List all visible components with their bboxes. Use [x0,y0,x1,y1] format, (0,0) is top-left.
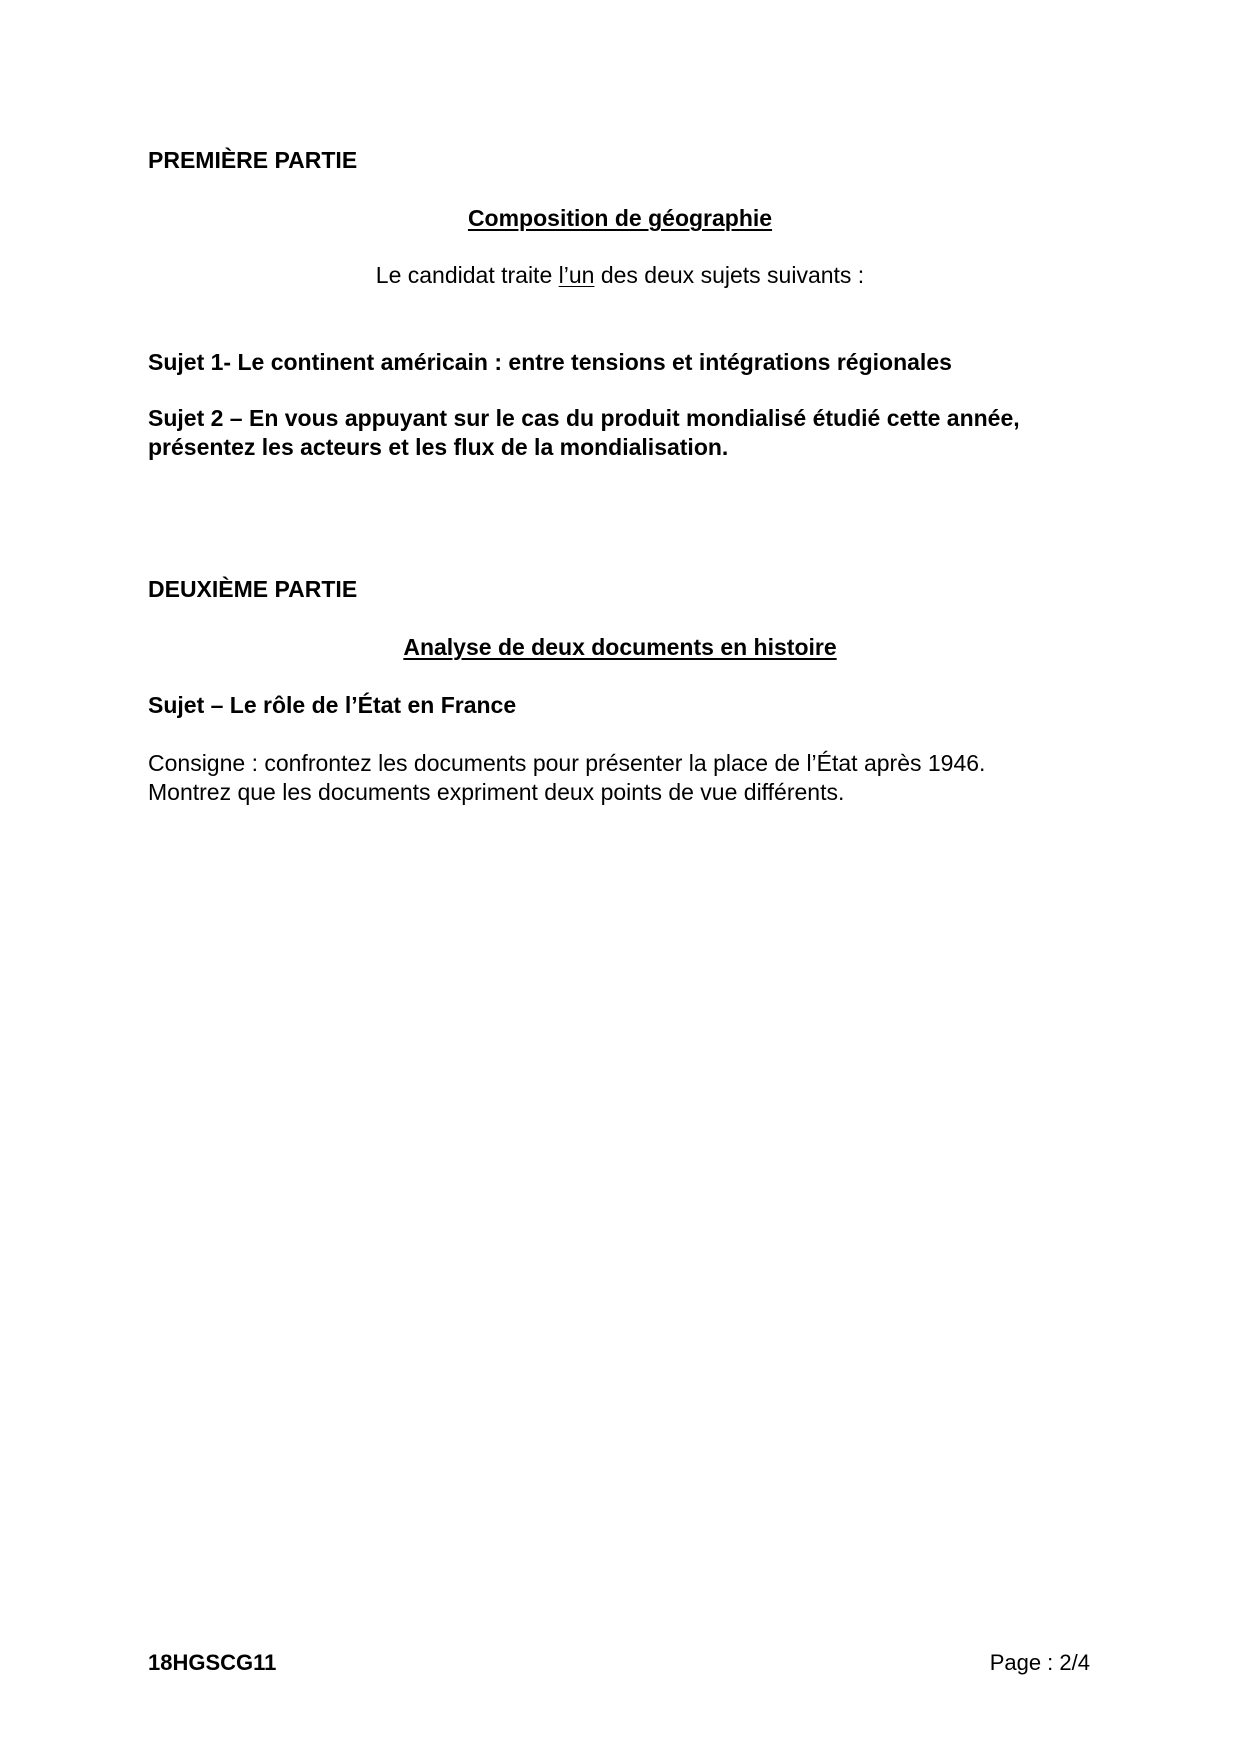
part2-section-title: Analyse de deux documents en histoire [403,634,837,660]
part1-heading: PREMIÈRE PARTIE [148,147,358,173]
instruction-emphasis: l’un [558,262,595,288]
part1-instruction [0,261,1240,289]
part1-section-title-wrap [0,204,1240,232]
part1-section-title: Composition de géographie [467,205,773,231]
instruction-after: des deux sujets suivants : [594,262,865,288]
part2-heading: DEUXIÈME PARTIE [148,576,358,602]
part2-section-title-wrap [0,633,1240,661]
part1-subject2: Sujet 2 – En vous appuyant sur le cas du produit mondialisé étudié cette année, présentez les acteurs et les flux de la mondialisation. [148,405,1020,460]
part2-instruction-line1: Consigne : confrontez les documents pour présenter la place de l’État après 1946. [148,750,986,776]
part2-instruction-line2: Montrez que les documents expriment deux points de vue différents. [148,779,845,805]
footer-page-number: Page : 2/4 [989,1650,1090,1675]
part2-subject: Sujet – Le rôle de l’État en France [148,692,517,718]
part1-subject1: Sujet 1- Le continent américain : entre tensions et intégrations régionales [148,349,952,375]
instruction-before: Le candidat traite [375,262,559,288]
footer-code: 18HGSCG11 [148,1650,277,1675]
